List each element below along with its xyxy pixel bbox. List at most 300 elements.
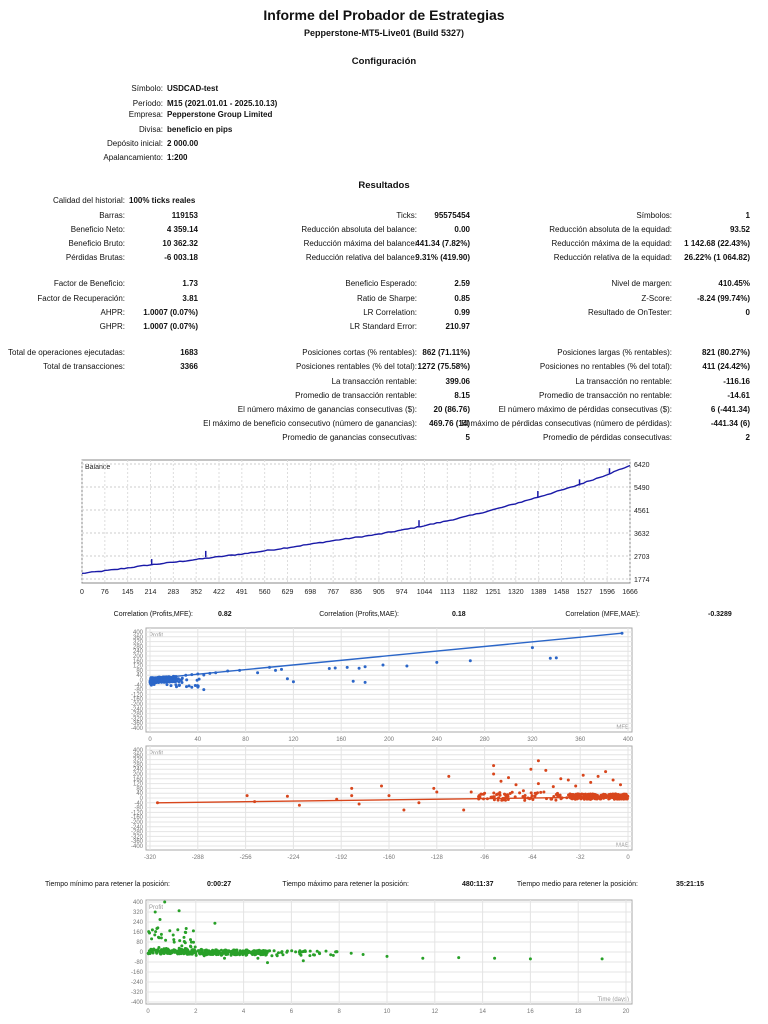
scatter-point [515,783,518,786]
scatter-point [470,791,473,794]
time-scatter-point [266,951,269,954]
scatter-point [462,809,465,812]
scatter-x-tick: -96 [480,855,489,861]
scatter-y-tick: -320 [130,834,143,841]
scatter-point [334,667,337,670]
time-scatter-point [316,950,319,953]
time-scatter-point [184,947,187,950]
time-x-tick: 20 [622,1009,630,1015]
balance-x-tick: 214 [144,589,157,596]
holding-label: Tiempo mínimo para retener la posición: [44,881,170,888]
scatter-x-tick: -288 [191,855,204,861]
time-scatter-point [225,953,228,956]
scatter-y-tick: 200 [132,772,143,778]
time-scatter-point [457,956,460,959]
scatter-point [174,680,177,683]
scatter-y-tick: -80 [134,687,143,694]
scatter-y-tick: -280 [130,829,143,836]
scatter-point [539,791,542,794]
scatter-x-label: MFE [616,725,629,731]
scatter-y-tick: 80 [136,668,143,675]
scatter-point [388,794,391,797]
result-value: 9.31% (419.90) [415,253,470,262]
profit-time-chart [118,896,638,1020]
time-y-tick: -240 [130,980,143,986]
balance-y-tick: 4561 [634,508,650,516]
time-scatter-point [169,952,172,955]
scatter-point [286,677,289,680]
config-value: Pepperstone Group Limited [167,110,273,119]
time-scatter-point [147,930,150,933]
time-scatter-point [298,952,301,955]
scatter-y-label: Profit [149,751,164,757]
scatter-point [609,794,612,797]
scatter-point [246,794,249,797]
correlation-value: -0.3289 [708,611,732,618]
scatter-point [151,682,154,685]
result-label: Total de operaciones ejecutadas: [8,348,125,357]
scatter-point [469,659,472,662]
balance-y-tick: 5490 [634,485,650,493]
config-label: Período: [132,99,163,108]
time-y-tick: 0 [139,950,143,956]
time-scatter-point [231,950,234,953]
time-scatter-point [241,953,244,956]
scatter-point [352,680,355,683]
time-scatter-point [190,941,193,944]
result-value: -6 003.18 [164,253,198,262]
time-x-tick: 16 [527,1009,534,1015]
holding-label: Tiempo máximo para retener la posición: [282,881,409,888]
time-x-label: Time (days) [597,997,629,1003]
balance-x-tick: 629 [281,589,294,596]
result-value: 0.99 [454,308,470,317]
result-label: Nivel de margen: [611,279,672,288]
time-scatter-point [215,953,218,956]
result-label: Ratio de Sharpe: [356,294,417,303]
balance-x-tick: 491 [235,589,248,596]
time-scatter-point [184,931,187,934]
scatter-point [522,789,525,792]
scatter-y-tick: 160 [132,658,143,665]
result-label: Reducción máxima de la equidad: [551,239,672,248]
holding-value: 480:11:37 [462,881,494,888]
result-label: Pérdidas Brutas: [65,253,125,262]
time-scatter-point [281,950,284,953]
result-label: El número máximo de pérdidas consecutivas ($): [498,405,672,414]
scatter-point [507,776,510,779]
result-value: -14.61 [727,391,750,400]
scatter-y-tick: -400 [130,726,143,732]
time-scatter-point [286,950,289,953]
config-label: Empresa: [128,110,163,119]
scatter-point [292,680,295,683]
scatter-point [496,793,499,796]
time-y-tick: -160 [130,970,143,976]
scatter-point [447,775,450,778]
scatter-point [364,681,367,684]
result-value: 95575454 [434,211,470,220]
balance-x-tick: 422 [213,589,225,596]
scatter-point [435,791,438,794]
scatter-x-tick: 120 [288,737,299,743]
scatter-point [612,793,615,796]
scatter-point [571,793,574,796]
balance-x-tick: 145 [121,589,134,596]
time-y-tick: 80 [136,940,143,946]
scatter-point [535,793,538,796]
result-value: 410.45% [718,279,750,288]
scatter-x-tick: -224 [287,855,300,861]
result-value: 3.81 [182,294,198,303]
config-value: M15 (2021.01.01 - 2025.10.13) [167,99,278,108]
time-y-tick: -80 [134,960,143,966]
scatter-point [555,656,558,659]
scatter-point [197,685,200,688]
scatter-y-tick: -320 [130,716,143,723]
time-scatter-point [150,948,153,951]
scatter-point [555,793,558,796]
time-scatter-point [189,945,192,948]
scatter-point [503,793,506,796]
scatter-point [582,774,585,777]
scatter-point [432,787,435,790]
scatter-point [256,671,259,674]
scatter-y-tick: 280 [132,644,143,651]
time-scatter-point [173,941,176,944]
scatter-y-tick: 400 [132,630,143,636]
scatter-x-tick: 40 [194,737,202,743]
scatter-x-tick: -320 [143,855,157,861]
time-scatter-point [155,927,158,930]
scatter-point [166,683,169,686]
time-y-tick: 160 [132,930,143,936]
balance-x-tick: 1389 [530,589,547,596]
time-scatter-point [178,909,181,912]
result-label: Beneficio Neto: [70,225,125,234]
time-scatter-point [329,953,332,956]
time-scatter-point [160,933,163,936]
balance-y-tick: 1774 [634,577,650,584]
balance-x-tick: 1182 [462,589,478,596]
scatter-x-tick: 360 [575,737,586,743]
time-scatter-point [245,954,248,957]
scatter-point [493,795,496,798]
correlation-label: Correlation (Profits,MFE): [113,611,193,618]
scatter-point [170,679,173,682]
result-label: Beneficio Esperado: [345,279,417,288]
scatter-point [509,792,512,795]
time-x-tick: 6 [289,1009,294,1015]
scatter-point [358,667,361,670]
time-scatter-point [223,957,226,960]
balance-y-tick: 3632 [634,531,650,539]
scatter-y-tick: 360 [132,752,143,759]
time-scatter-point [192,929,195,932]
time-scatter-point [178,939,181,942]
result-label: Beneficio Bruto: [68,239,125,248]
scatter-point [549,657,552,660]
time-y-tick: -320 [130,990,143,996]
time-scatter-point [168,929,171,932]
result-label: Resultado de OnTester: [587,308,672,317]
scatter-y-tick: -160 [130,697,143,704]
scatter-point [607,798,610,801]
correlation-label: Correlation (Profits,MAE): [319,611,399,618]
result-value: -441.34 (6) [710,419,750,428]
balance-x-tick: 0 [80,589,84,596]
profit-mfe-chart [118,628,638,868]
time-scatter-point [176,928,179,931]
time-x-tick: 8 [337,1009,341,1015]
result-label: GHPR: [99,322,125,331]
result-value: 1272 (75.58%) [417,362,470,371]
time-scatter-point [150,937,153,940]
scatter-x-tick: 240 [431,737,442,743]
balance-x-tick: 1044 [416,589,433,596]
scatter-point [346,666,349,669]
scatter-point [477,795,480,798]
config-value: beneficio en pips [167,125,233,134]
scatter-y-tick: 80 [136,786,143,793]
scatter-point [158,679,161,682]
result-label: La transacción no rentable: [575,377,672,386]
scatter-point [179,679,182,682]
scatter-y-tick: -160 [130,815,143,822]
time-scatter-point [172,938,175,941]
balance-x-tick: 1666 [622,589,638,596]
balance-x-tick: 974 [395,589,408,596]
scatter-point [164,680,167,683]
config-label: Depósito inicial: [106,139,163,148]
scatter-y-tick: -120 [130,810,143,817]
result-label: Promedio de transacción rentable: [295,391,417,400]
time-scatter-point [164,939,167,942]
scatter-point [382,664,385,667]
time-scatter-point [154,911,157,914]
time-scatter-point [153,933,156,936]
result-label: La transacción rentable: [331,377,417,386]
time-x-tick: 12 [431,1009,439,1015]
scatter-point [619,783,622,786]
time-scatter-point [273,949,276,952]
scatter-y-tick: -240 [130,824,143,831]
result-value: 3366 [180,362,198,371]
report-title: Informe del Probador de Estrategias [263,7,505,23]
history-quality-label: Calidad del historial: [52,196,125,205]
scatter-point [358,803,361,806]
time-scatter-point [152,952,155,955]
scatter-y-label: Profit [149,633,164,639]
scatter-point [504,799,507,802]
scatter-x-tick: 0 [626,855,630,861]
result-value: 210.97 [445,322,470,331]
result-value: 1 142.68 (22.43%) [684,239,750,248]
scatter-point [405,665,408,668]
time-scatter-point [302,959,305,962]
result-value: 1683 [180,348,198,357]
result-value: 26.22% (1 064.82) [684,253,750,262]
time-scatter-point [157,946,160,949]
scatter-point [596,794,599,797]
report-subtitle: Pepperstone-MT5-Live01 (Build 5327) [303,28,465,38]
scatter-point [188,684,191,687]
scatter-y-tick: 0 [139,678,143,684]
scatter-x-tick: -128 [430,855,443,861]
time-scatter-point [230,954,233,957]
time-y-label: Profit [149,905,164,911]
scatter-y-tick: 400 [132,748,143,754]
result-value: 399.06 [445,377,470,386]
scatter-point [298,804,301,807]
result-label: El máximo de pérdidas consecutivas (número de pérdidas): [461,419,672,428]
scatter-point [435,661,438,664]
balance-x-tick: 767 [327,589,340,596]
scatter-point [350,787,353,790]
result-value: 0 [745,308,750,317]
time-scatter-point [180,944,183,947]
result-label: Reducción relativa de la equidad: [553,253,672,262]
scatter-x-tick: 280 [479,737,490,743]
balance-chart [82,460,702,600]
scatter-y-tick: 0 [139,796,143,802]
time-scatter-point [313,954,316,957]
balance-x-tick: 352 [190,589,203,596]
result-label: Barras: [99,211,125,220]
result-value: 0.85 [454,294,470,303]
result-label: LR Standard Error: [349,322,417,331]
scatter-x-tick: -64 [528,855,537,861]
scatter-x-tick: -256 [239,855,252,861]
result-label: Posiciones no rentables (% del total): [539,362,672,371]
scatter-point [589,781,592,784]
config-value: USDCAD-test [167,84,219,93]
result-value: 862 (71.11%) [422,348,470,357]
time-scatter-point [294,950,297,953]
scatter-y-tick: -360 [130,839,143,846]
scatter-point [552,785,555,788]
correlation-value: 0.18 [452,611,466,618]
result-value: 119153 [171,211,198,220]
time-scatter-point [601,957,604,960]
result-value: 469.76 (14) [429,419,470,428]
scatter-y-tick: -240 [130,706,143,713]
result-label: Reducción relativa del balance: [305,253,417,262]
balance-x-tick: 560 [258,589,271,596]
time-scatter-point [275,953,278,956]
time-scatter-point [220,949,223,952]
time-scatter-point [252,950,255,953]
result-label: El máximo de beneficio consecutivo (número de ganancias): [203,419,417,428]
scatter-y-tick: 360 [132,634,143,641]
result-value: 0.00 [454,225,470,234]
balance-x-tick: 1251 [485,589,501,596]
result-label: Posiciones rentables (% del total): [296,362,417,371]
result-label: El número máximo de ganancias consecutivas ($): [237,405,417,414]
config-label: Apalancamiento: [103,153,163,162]
time-scatter-point [176,951,179,954]
scatter-point [500,780,503,783]
time-scatter-point [172,948,175,951]
result-label: LR Correlation: [363,308,417,317]
time-scatter-point [270,954,273,957]
balance-x-tick: 76 [100,589,109,596]
scatter-y-tick: -120 [130,692,143,699]
time-scatter-point [362,953,365,956]
time-scatter-point [185,927,188,930]
balance-x-tick: 905 [372,589,385,596]
holding-label: Tiempo medio para retener la posición: [516,881,638,888]
time-scatter-point [303,950,306,953]
scatter-x-tick: -160 [382,855,396,861]
time-scatter-point [336,950,339,953]
result-value: 93.52 [729,225,750,234]
time-scatter-point [290,949,293,952]
scatter-point [567,779,570,782]
balance-x-tick: 1458 [553,589,570,596]
time-scatter-point [190,949,193,952]
balance-x-tick: 1320 [508,589,524,596]
scatter-point [531,646,534,649]
time-x-tick: 0 [146,1009,150,1015]
scatter-y-tick: 280 [132,762,143,769]
scatter-point [196,679,199,682]
scatter-point [544,769,547,772]
scatter-point [597,775,600,778]
result-label: AHPR: [100,308,125,317]
time-scatter-point [165,947,168,950]
scatter-x-tick: 200 [383,737,395,743]
time-x-tick: 2 [194,1009,198,1015]
result-value: 2 [745,433,750,442]
result-value: 2.59 [454,279,470,288]
scatter-point [529,768,532,771]
result-value: 1.0007 (0.07%) [143,322,198,331]
balance-x-tick: 283 [167,589,180,596]
scatter-point [492,792,495,795]
time-scatter-point [256,957,259,960]
scatter-point [402,809,405,812]
balance-chart-title: Balance [85,464,111,471]
result-label: Promedio de ganancias consecutivas: [282,433,417,442]
balance-y-tick: 6420 [634,462,650,469]
time-x-tick: 14 [479,1009,486,1015]
time-scatter-point [205,953,208,956]
scatter-point [559,777,562,780]
scatter-y-tick: 320 [132,639,143,646]
scatter-y-tick: -400 [130,844,143,850]
scatter-y-tick: -200 [130,702,143,708]
time-scatter-point [261,950,264,953]
scatter-y-tick: 240 [132,649,143,656]
time-y-tick: 240 [132,920,143,926]
time-scatter-point [350,952,353,955]
scatter-point [364,665,367,668]
result-value: 1.73 [182,279,198,288]
holding-value: 0:00:27 [207,881,232,888]
scatter-point [542,791,545,794]
result-label: Reducción absoluta del balance: [301,225,417,234]
result-label: Promedio de transacción no rentable: [539,391,672,400]
result-value: -8.24 (99.74%) [697,294,750,303]
time-scatter-point [493,957,496,960]
scatter-x-tick: 0 [148,737,152,743]
scatter-point [328,667,331,670]
time-scatter-point [160,952,163,955]
config-heading: Configuración [351,56,417,67]
time-x-tick: 10 [383,1009,391,1015]
scatter-y-tick: 200 [132,654,143,660]
